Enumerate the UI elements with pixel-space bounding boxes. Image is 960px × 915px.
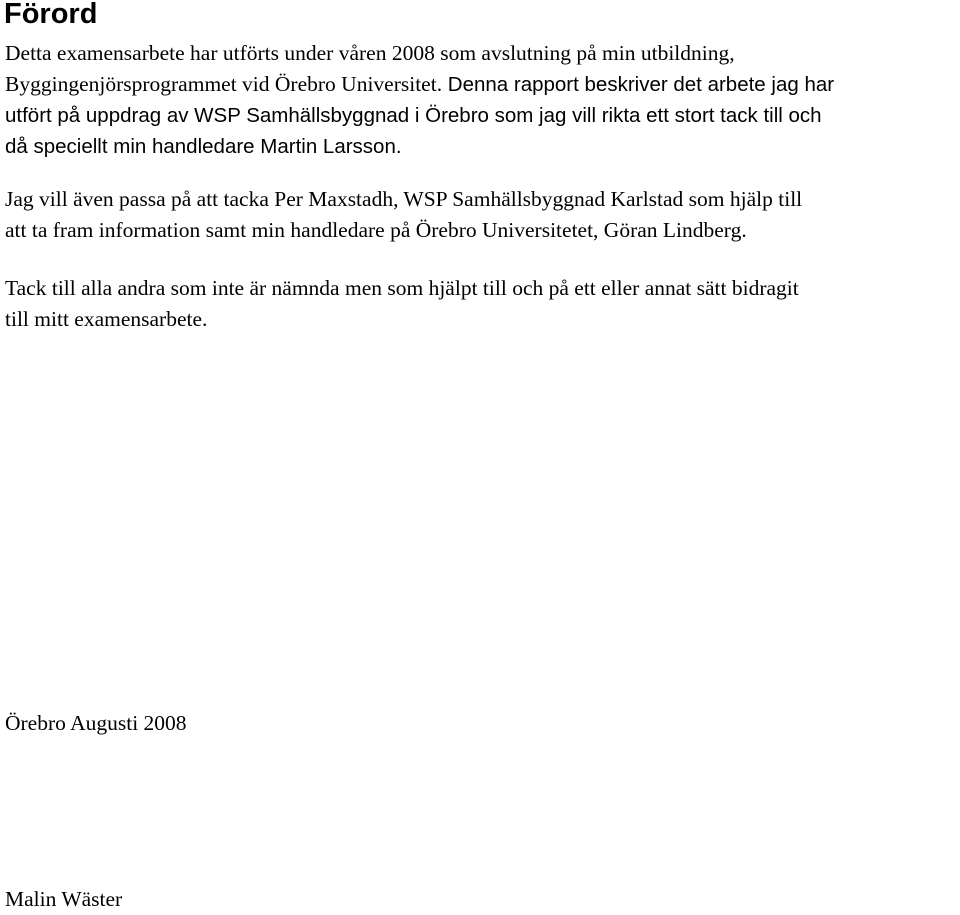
paragraph-intro-line-2-sans: Denna rapport beskriver det arbete jag har — [442, 73, 835, 96]
place-date: Örebro Augusti 2008 — [5, 711, 187, 735]
paragraph-closing — [5, 273, 955, 335]
paragraph-closing-line-1: Tack till alla andra som inte är nämnda men som hjälpt till och på ett eller annat sätt bidragit — [5, 276, 799, 300]
paragraph-intro-line-2 — [5, 69, 955, 100]
paragraph-intro-line-2-serif: Byggingenjörsprogrammet vid Örebro Universitet. — [5, 72, 443, 96]
paragraph-thanks-line-2: att ta fram information samt min handledare på Örebro Universitetet, Göran Lindberg. — [5, 218, 747, 242]
paragraph-intro-line-3: utfört på uppdrag av WSP Samhällsbyggnad i Örebro som jag vill rikta ett stort tack till och — [5, 104, 822, 127]
paragraph-intro-line-1: Detta examensarbete har utförts under våren 2008 som avslutning på min utbildning, — [5, 41, 735, 65]
page-title: Förord — [4, 0, 98, 30]
paragraph-intro — [5, 38, 955, 162]
paragraph-thanks — [5, 184, 955, 246]
paragraph-intro-line-4: då speciellt min handledare Martin Larsson. — [5, 135, 402, 158]
paragraph-thanks-line-1: Jag vill även passa på att tacka Per Maxstadh, WSP Samhällsbyggnad Karlstad som hjälp till — [5, 187, 803, 211]
paragraph-closing-line-2: till mitt examensarbete. — [5, 307, 208, 331]
author-signature: Malin Wäster — [5, 887, 123, 911]
